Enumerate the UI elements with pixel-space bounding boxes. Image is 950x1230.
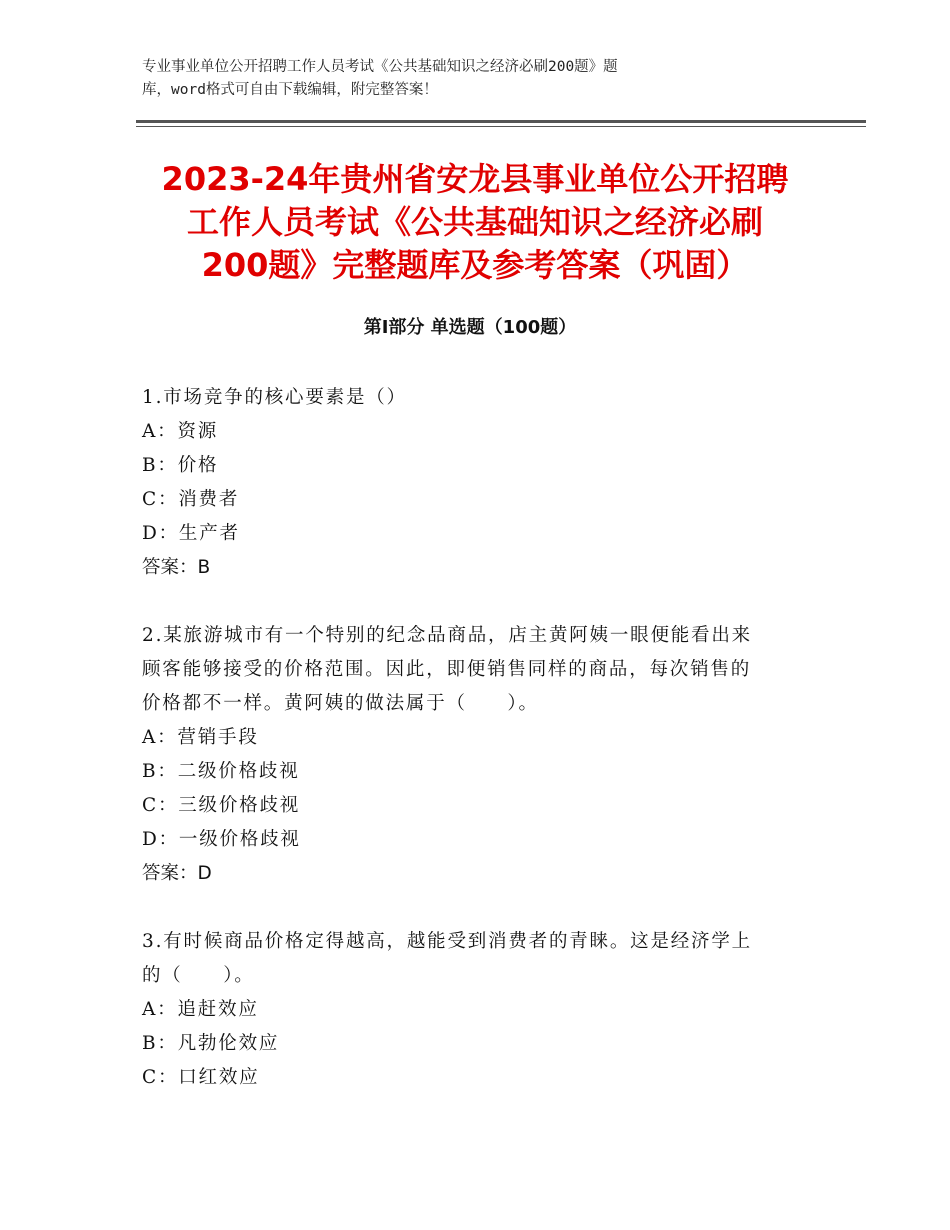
answer: 答案：B [142, 557, 211, 578]
header-note-line-1: 专业事业单位公开招聘工作人员考试《公共基础知识之经济必刷200题》题 [142, 59, 618, 75]
option-d: D：生产者 [142, 523, 240, 544]
question-text: 2.某旅游城市有一个特别的纪念品商品，店主黄阿姨一眼便能看出来 [142, 625, 752, 646]
question-text: 3.有时候商品价格定得越高，越能受到消费者的青睐。这是经济学上 [142, 931, 752, 952]
question-text: 1.市场竞争的核心要素是（） [142, 387, 407, 408]
section-title: 第Ⅰ部分 单选题（100题） [363, 317, 577, 338]
question-2 [142, 619, 802, 891]
header-divider-thin [136, 126, 866, 127]
option-b: B：价格 [142, 455, 219, 476]
option-c: C：三级价格歧视 [142, 795, 301, 816]
option-a: A：追赶效应 [142, 999, 259, 1020]
option-a: A：营销手段 [142, 727, 259, 748]
document-title [110, 158, 840, 287]
option-c: C：口红效应 [142, 1067, 260, 1088]
question-text: 价格都不一样。黄阿姨的做法属于（ ）。 [142, 693, 539, 714]
document-title-line-3: 200题》完整题库及参考答案（巩固） [201, 246, 749, 284]
header-note [142, 56, 782, 102]
header-note-line-2: 库，word格式可自由下载编辑，附完整答案！ [142, 82, 438, 98]
question-1 [142, 381, 802, 585]
document-title-line-1: 2023-24年贵州省安龙县事业单位公开招聘 [161, 160, 789, 198]
header-divider-thick [136, 120, 866, 123]
option-d: D：一级价格歧视 [142, 829, 301, 850]
option-b: B：二级价格歧视 [142, 761, 300, 782]
document-title-line-2: 工作人员考试《公共基础知识之经济必刷 [186, 203, 763, 241]
question-3 [142, 925, 802, 1095]
option-a: A：资源 [142, 421, 219, 442]
option-c: C：消费者 [142, 489, 240, 510]
question-text: 的（ ）。 [142, 965, 255, 986]
answer: 答案：D [142, 863, 212, 884]
question-list [142, 381, 802, 1129]
question-text: 顾客能够接受的价格范围。因此，即便销售同样的商品，每次销售的 [142, 659, 752, 680]
option-b: B：凡勃伦效应 [142, 1033, 280, 1054]
